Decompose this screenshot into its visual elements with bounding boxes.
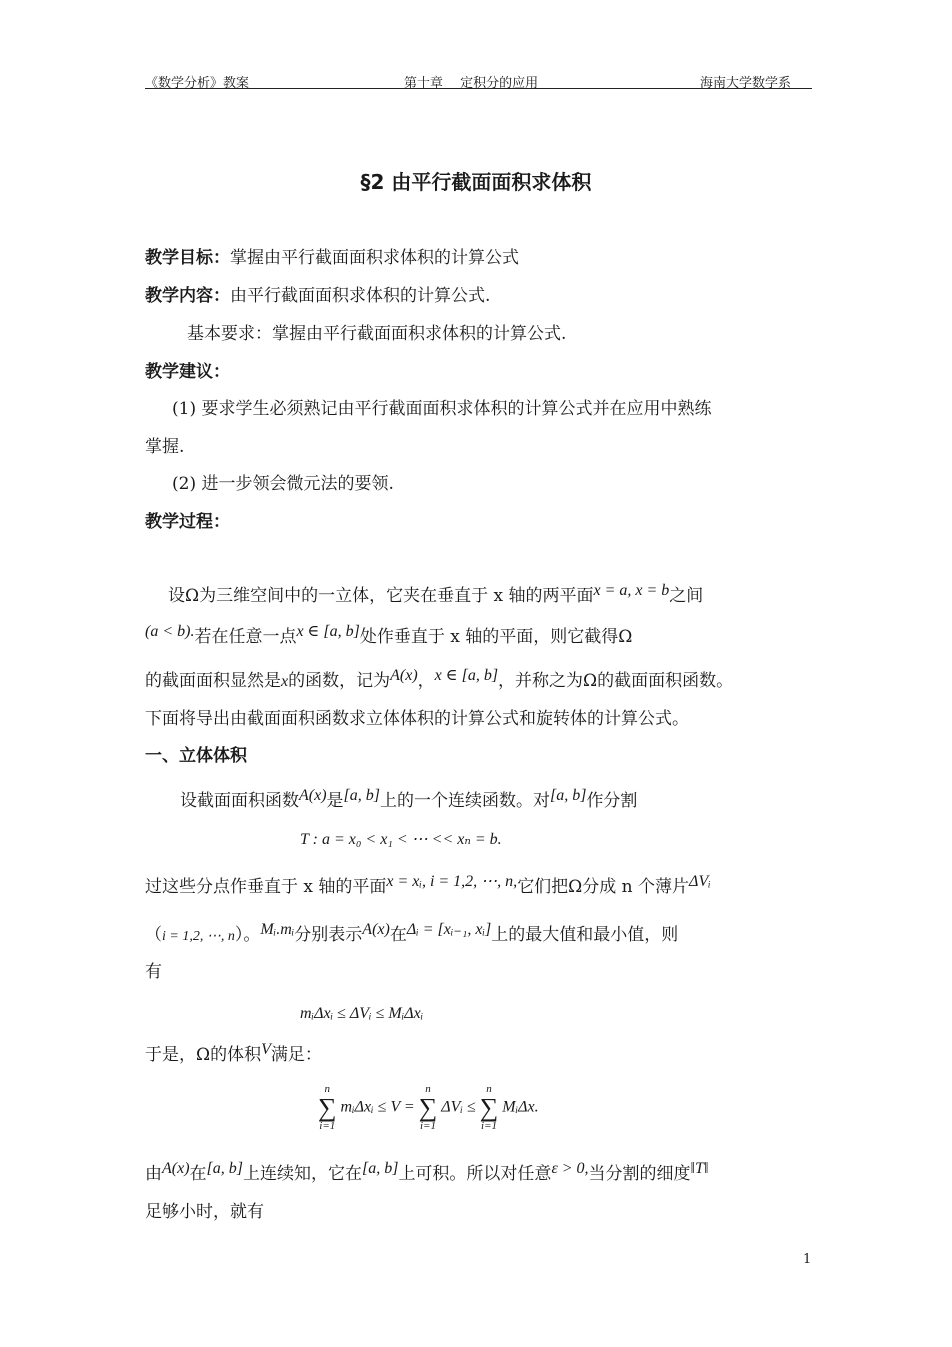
- text: ，: [417, 671, 435, 691]
- header-center: 第十章 定积分的应用: [404, 76, 539, 91]
- math: A(x): [362, 921, 390, 938]
- formula-volume-bounds: [318, 1084, 539, 1132]
- text: 当分割的细度: [588, 1164, 691, 1184]
- text: 作分割: [586, 791, 638, 811]
- suggest-1a: (1) 要求学生必须熟记由平行截面面积求体积的计算公式并在应用中熟练: [172, 399, 712, 419]
- text: 的截面面积显然是: [145, 671, 281, 691]
- process-label: 教学过程：: [145, 512, 230, 532]
- header-right: 海南大学数学系: [700, 76, 792, 91]
- sum-lower: i=1: [319, 1120, 336, 1132]
- text: 设截面面积函数: [180, 791, 299, 811]
- paragraph-8: 有: [145, 962, 162, 982]
- sum-lower: i=1: [420, 1120, 436, 1132]
- math: (a < b).: [145, 623, 195, 640]
- paragraph-6: [145, 873, 711, 899]
- text: 满足：: [270, 1045, 322, 1065]
- text: 在: [389, 925, 407, 945]
- content-label: 教学内容：: [145, 286, 230, 306]
- content-line: [145, 285, 490, 307]
- math: [a, b]: [343, 787, 380, 804]
- text: 的函数，记为: [288, 671, 391, 691]
- math: [a, b]: [549, 787, 587, 804]
- math: ΔVᵢ ≤: [441, 1098, 476, 1116]
- text: 是: [326, 791, 344, 811]
- text: 若在任意一点: [194, 627, 297, 647]
- paragraph-11: 足够小时，就有: [145, 1202, 264, 1222]
- text: 上连续知，它在: [242, 1164, 362, 1184]
- suggest-1b: 掌握.: [145, 437, 185, 457]
- text: 分别表示: [294, 925, 363, 945]
- content-text: 由平行截面面积求体积的计算公式.: [230, 286, 491, 306]
- formula-inequality: mᵢΔxᵢ ≤ ΔVᵢ ≤ MᵢΔxᵢ: [300, 1005, 424, 1022]
- paragraph-7: [145, 921, 679, 948]
- paragraph-5: [180, 787, 638, 813]
- math: x = a, x = b: [593, 582, 670, 599]
- sum-upper: n: [486, 1083, 492, 1095]
- math: x ∈ [a, b]: [296, 623, 360, 640]
- text: 于是，Ω的体积: [145, 1045, 262, 1065]
- text: 由: [145, 1164, 162, 1184]
- text: 在: [189, 1164, 207, 1184]
- goal-label: 教学目标：: [145, 248, 230, 268]
- header-rule: [145, 88, 812, 89]
- header-left: 《数学分析》教案: [145, 76, 250, 91]
- text: 上的一个连续函数。对: [379, 791, 550, 811]
- text: 它们把Ω分成 n 个薄片: [517, 877, 690, 897]
- math: ΔVᵢ: [689, 873, 711, 890]
- goal-text: 掌握由平行截面面积求体积的计算公式: [230, 248, 519, 268]
- math: A(x): [390, 667, 418, 684]
- math: A(x): [299, 787, 327, 804]
- sum-upper: n: [425, 1083, 431, 1095]
- paragraph-9: [145, 1041, 322, 1067]
- math: ε > 0,: [551, 1160, 589, 1177]
- subsection-title: 一、立体体积: [145, 746, 247, 766]
- math: A(x): [162, 1160, 190, 1177]
- formula-partition: T : a = x₀ < x₁ < ⋯ << xₙ = b.: [300, 831, 502, 848]
- suggest-2: (2) 进一步领会微元法的要领.: [172, 474, 394, 494]
- math: V: [261, 1041, 271, 1058]
- sum-symbol: n ∑ i=1: [318, 1083, 337, 1132]
- text: 之间: [669, 586, 704, 606]
- text: 过这些分点作垂直于 x 轴的平面: [145, 877, 387, 897]
- basic-requirement: 基本要求：掌握由平行截面面积求体积的计算公式.: [187, 324, 567, 344]
- math: i = 1,2, ⋯, n: [162, 929, 235, 944]
- text: 上的最大值和最小值，则: [491, 925, 679, 945]
- paragraph-2: [145, 623, 633, 649]
- math: [a, b]: [206, 1160, 243, 1177]
- text: ）。: [234, 925, 261, 945]
- suggest-label: 教学建议：: [145, 362, 230, 382]
- math: x ∈ [a, b]: [434, 667, 499, 684]
- paragraph-1: [168, 582, 704, 608]
- text: 上可积。所以对任意: [398, 1164, 552, 1184]
- text: 处作垂直于 x 轴的平面，则它截得Ω: [359, 627, 633, 647]
- math: mᵢΔxᵢ ≤ V =: [340, 1098, 415, 1116]
- text: （: [145, 925, 162, 945]
- math: [a, b]: [361, 1160, 399, 1177]
- math: Mᵢ.mᵢ: [260, 921, 295, 938]
- sum-symbol: n ∑ i=1: [418, 1083, 438, 1132]
- page-number: 1: [803, 1252, 812, 1267]
- math: ‖T‖: [690, 1160, 709, 1177]
- math: Δᵢ = [xᵢ₋₁, xᵢ]: [406, 921, 492, 938]
- math: MᵢΔx.: [502, 1098, 539, 1116]
- text: 设Ω为三维空间中的一立体，它夹在垂直于 x 轴的两平面: [168, 586, 594, 606]
- goal-line: [145, 247, 519, 269]
- text: ，并称之为Ω的截面面积函数。: [498, 671, 734, 691]
- sum-upper: n: [324, 1083, 331, 1095]
- math: x = xᵢ, i = 1,2, ⋯, n,: [386, 873, 518, 890]
- paragraph-3: [145, 667, 734, 693]
- math: x: [281, 673, 289, 690]
- paragraph-4: 下面将导出由截面面积函数求立体体积的计算公式和旋转体的计算公式。: [145, 709, 689, 729]
- sum-lower: i=1: [481, 1120, 498, 1132]
- sum-symbol: n ∑ i=1: [479, 1083, 499, 1132]
- section-title: §2 由平行截面面积求体积: [360, 170, 592, 194]
- paragraph-10: [145, 1160, 709, 1186]
